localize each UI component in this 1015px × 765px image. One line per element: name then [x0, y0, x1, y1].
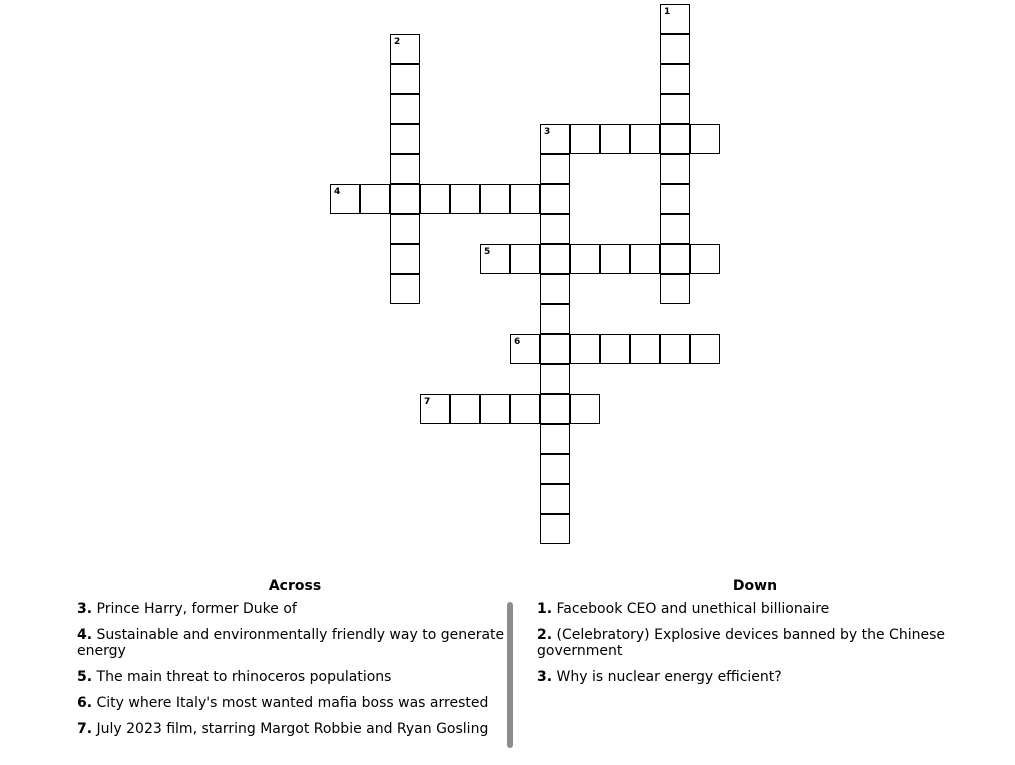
grid-cell[interactable]	[570, 334, 600, 364]
grid-cell[interactable]	[450, 394, 480, 424]
grid-cell[interactable]	[510, 394, 540, 424]
across-clue[interactable]	[77, 695, 507, 711]
grid-cell[interactable]	[420, 184, 450, 214]
clue-number: 6.	[77, 695, 93, 711]
grid-cell[interactable]	[420, 394, 450, 424]
across-clue[interactable]	[77, 721, 507, 737]
grid-cell[interactable]	[660, 34, 690, 64]
down-clue-list	[537, 601, 977, 695]
down-heading: Down	[732, 578, 778, 594]
grid-cell[interactable]	[540, 334, 570, 364]
grid-cell[interactable]	[540, 484, 570, 514]
grid-cell[interactable]	[540, 244, 570, 274]
grid-cell[interactable]	[450, 184, 480, 214]
grid-cell[interactable]	[540, 514, 570, 544]
down-clue[interactable]	[537, 669, 977, 685]
clue-text: The main threat to rhinoceros populations	[96, 669, 392, 685]
cell-number: 2	[394, 37, 401, 47]
grid-cell[interactable]	[510, 184, 540, 214]
cell-number: 7	[424, 397, 431, 407]
grid-cell[interactable]	[660, 274, 690, 304]
grid-cell[interactable]	[660, 214, 690, 244]
grid-cell[interactable]	[570, 394, 600, 424]
grid-cell[interactable]	[390, 124, 420, 154]
grid-cell[interactable]	[660, 334, 690, 364]
grid-cell[interactable]	[540, 304, 570, 334]
grid-cell[interactable]	[390, 244, 420, 274]
cell-number: 5	[484, 247, 491, 257]
clue-number: 7.	[77, 721, 93, 737]
grid-cell[interactable]	[390, 94, 420, 124]
grid-cell[interactable]	[660, 184, 690, 214]
grid-cell[interactable]	[660, 154, 690, 184]
scrollbar[interactable]	[507, 602, 513, 748]
down-clue[interactable]	[537, 627, 977, 659]
clue-number: 2.	[537, 627, 553, 643]
clue-text: City where Italy's most wanted mafia boss was arrested	[96, 695, 489, 711]
grid-cell[interactable]	[690, 244, 720, 274]
clue-number: 5.	[77, 669, 93, 685]
clue-number: 3.	[537, 669, 553, 685]
cell-number: 6	[514, 337, 521, 347]
grid-cell[interactable]	[540, 274, 570, 304]
clue-number: 4.	[77, 627, 93, 643]
grid-cell[interactable]	[540, 214, 570, 244]
clue-text: July 2023 film, starring Margot Robbie and Ryan Gosling	[96, 721, 489, 737]
down-clue[interactable]	[537, 601, 977, 617]
grid-cell[interactable]	[660, 124, 690, 154]
clue-text: Why is nuclear energy efficient?	[556, 669, 782, 685]
cell-number: 4	[334, 187, 341, 197]
grid-cell[interactable]	[540, 424, 570, 454]
grid-cell[interactable]	[600, 334, 630, 364]
grid-cell[interactable]	[390, 184, 420, 214]
grid-cell[interactable]	[480, 394, 510, 424]
grid-cell[interactable]	[660, 4, 690, 34]
grid-cell[interactable]	[660, 64, 690, 94]
grid-cell[interactable]	[630, 244, 660, 274]
grid-cell[interactable]	[600, 124, 630, 154]
clue-text: Sustainable and environmentally friendly way to generate energy	[77, 627, 505, 659]
grid-cell[interactable]	[510, 334, 540, 364]
cell-number: 1	[664, 7, 671, 17]
grid-cell[interactable]	[540, 364, 570, 394]
grid-cell[interactable]	[480, 244, 510, 274]
grid-cell[interactable]	[390, 274, 420, 304]
grid-cell[interactable]	[540, 184, 570, 214]
grid-cell[interactable]	[660, 94, 690, 124]
cell-number: 3	[544, 127, 551, 137]
grid-cell[interactable]	[360, 184, 390, 214]
across-clue[interactable]	[77, 627, 507, 659]
clue-number: 3.	[77, 601, 93, 617]
grid-cell[interactable]	[390, 64, 420, 94]
clue-text: Prince Harry, former Duke of	[96, 601, 297, 617]
grid-cell[interactable]	[690, 334, 720, 364]
grid-cell[interactable]	[510, 244, 540, 274]
grid-cell[interactable]	[390, 214, 420, 244]
across-clue-list	[77, 601, 507, 747]
grid-cell[interactable]	[690, 124, 720, 154]
grid-cell[interactable]	[570, 124, 600, 154]
grid-cell[interactable]	[480, 184, 510, 214]
grid-cell[interactable]	[390, 154, 420, 184]
grid-cell[interactable]	[630, 124, 660, 154]
grid-cell[interactable]	[540, 124, 570, 154]
across-clue[interactable]	[77, 669, 507, 685]
across-heading: Across	[268, 578, 322, 594]
grid-cell[interactable]	[600, 244, 630, 274]
grid-cell[interactable]	[660, 244, 690, 274]
grid-cell[interactable]	[540, 154, 570, 184]
grid-cell[interactable]	[570, 244, 600, 274]
grid-cell[interactable]	[540, 454, 570, 484]
grid-cell[interactable]	[330, 184, 360, 214]
clue-number: 1.	[537, 601, 553, 617]
clue-text: Facebook CEO and unethical billionaire	[556, 601, 830, 617]
grid-cell[interactable]	[540, 394, 570, 424]
across-clue[interactable]	[77, 601, 507, 617]
grid-cell[interactable]	[390, 34, 420, 64]
clue-text: (Celebratory) Explosive devices banned by the Chinese government	[537, 627, 945, 659]
grid-cell[interactable]	[630, 334, 660, 364]
